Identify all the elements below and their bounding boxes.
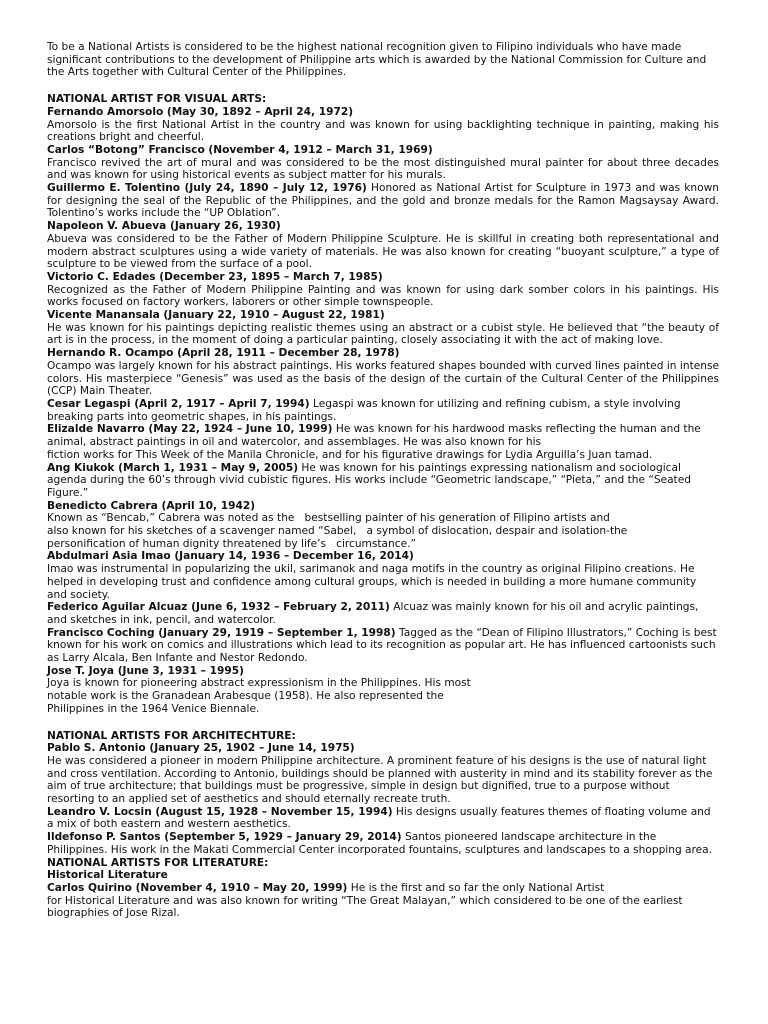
- artist-description: Recognized as the Father of Modern Philippine Painting and was known for using dark somber colors in his paintings. His works focused on factory workers, laborers or other simple townspeople.: [47, 283, 719, 309]
- artist-description: Honored as National Artist for Sculpture in 1973 and was known for designing the seal of the Republic of the Philippines, and the gold and bronze medals for the Ramon Magsaysay Award. Tolentino’s works include the “UP Oblation”.: [47, 182, 719, 220]
- artist-heading: Jose T. Joya (June 3, 1931 – 1995): [47, 664, 244, 677]
- artist-description: Alcuaz was mainly known for his oil and acrylic paintings, and sketches in ink, pencil, and watercolor.: [47, 601, 699, 626]
- artist-entry: [47, 831, 719, 856]
- artist-description-continued: Philippines in the 1964 Venice Biennale.: [47, 702, 260, 715]
- artist-heading: Napoleon V. Abueva (January 26, 1930): [47, 220, 281, 233]
- artist-entry: [47, 601, 719, 626]
- artist-heading: Benedicto Cabrera (April 10, 1942): [47, 499, 256, 512]
- intro-paragraph: To be a National Artists is considered to be the highest national recognition given to Filipino individuals who have made significant contributions to the development of Philippine arts which is awarded by the National Commission for Culture and the Arts together with Cultural Center of the Philippines.: [47, 41, 707, 79]
- artist-name: Carlos Quirino (November 4, 1910 – May 20, 1999): [47, 882, 348, 894]
- artist-description: Francisco revived the art of mural and was considered to be the most distinguished mural painter for about three decades and was known for using historical events as subject matter for his murals.: [47, 156, 719, 182]
- artist-entry: [47, 627, 719, 665]
- artist-description: He is the first and so far the only National Artist: [350, 882, 605, 894]
- artist-description: Ocampo was largely known for his abstract paintings. His works featured shapes bounded with curved lines painted in intense colors. His masterpiece “Genesis” was used as the basis of the design of the curtain of the Cultural Center of the Philippines (CCP) Main Theater.: [47, 359, 719, 398]
- artist-description-continued: notable work is the Granadean Arabesque (1958). He also represented the: [47, 690, 444, 703]
- artist-name: Cesar Legaspi (April 2, 1917 – April 7, 1994): [47, 397, 310, 410]
- artist-description: Joya is known for pioneering abstract expressionism in the Philippines. His most: [47, 677, 471, 690]
- artist-description: He was known for his hardwood masks reflecting the human and the animal, abstract paintings in oil and watercolor, and assemblages. He was also known for his: [47, 423, 701, 449]
- artist-description: Abueva was considered to be the Father of Modern Philippine Sculpture. He is skillful in creating both representational and modern abstract sculptures using a wide variety of materials. He was also known for creating “buoyant sculpture,” a type of sculpture to be viewed from the surface of a pool.: [47, 232, 719, 271]
- artist-entry: [47, 182, 719, 220]
- artist-heading: Victorio C. Edades (December 23, 1895 – March 7, 1985): [47, 270, 383, 283]
- artist-name: Guillermo E. Tolentino (July 24, 1890 – July 12, 1976): [47, 182, 367, 195]
- artist-name: Federico Aguilar Alcuaz (June 6, 1932 – February 2, 2011): [47, 601, 390, 614]
- artist-entry: [47, 423, 719, 448]
- artist-name: Ildefonso P. Santos (September 5, 1929 – January 29, 2014): [47, 831, 402, 844]
- artist-name: Ang Kiukok (March 1, 1931 – May 9, 2005): [47, 461, 299, 474]
- artist-description-continued: also known for his sketches of a scavenger named “Sabel, a symbol of dislocation, despair and isolation-the: [47, 525, 628, 538]
- artist-description: Known as “Bencab,” Cabrera was noted as the bestselling painter of his generation of Filipino artists and: [47, 512, 610, 525]
- artist-name: Francisco Coching (January 29, 1919 – September 1, 1998): [47, 626, 396, 639]
- artist-description: Santos pioneered landscape architecture in the Philippines. His work in the Makati Commercial Center incorporated fountains, sculptures and landscapes to a shopping area.: [47, 831, 713, 856]
- artist-description: Tagged as the “Dean of Filipino Illustrators,” Coching is best known for his work on comics and illustrations which lead to its recognition as popular art. He has influenced cartoonists such as Larry Alcala, Ben Infante and Nestor Redondo.: [47, 626, 717, 665]
- artist-name: Leandro V. Locsin (August 15, 1928 – November 15, 1994): [47, 805, 393, 818]
- artist-description: Amorsolo is the first National Artist in the country and was known for using backlighting technique in painting, making his creations bright and cheerful.: [47, 118, 719, 144]
- document-page: [47, 41, 719, 920]
- artist-description: He was considered a pioneer in modern Philippine architecture. A prominent feature of his designs is the use of natural light and cross ventilation. According to Antonio, buildings should be planned with austerity in mind and its stability forever as the aim of true architecture; that buildings must be progressive, simple in design but dignified, true to a purpose without resorting to an applied set of aesthetics and should eternally recreate truth.: [47, 754, 713, 806]
- artist-entry: [47, 806, 719, 831]
- artist-description-continued: fiction works for This Week of the Manila Chronicle, and for his figurative drawings for Lydia Arguilla’s Juan tamad.: [47, 448, 653, 461]
- artist-heading: Carlos “Botong” Francisco (November 4, 1912 – March 31, 1969): [47, 143, 433, 156]
- artist-description: Imao was instrumental in popularizing the ukil, sarimanok and naga motifs in the country as original Filipino creations. He helped in developing trust and confidence among cultural groups, which is needed in building a more humane community and society.: [47, 563, 697, 601]
- artist-heading: Vicente Manansala (January 22, 1910 – August 22, 1981): [47, 309, 385, 322]
- artist-description: Legaspi was known for utilizing and refining cubism, a style involving breaking parts into geometric shapes, in his paintings.: [47, 397, 681, 423]
- artist-entry: [47, 882, 719, 895]
- artist-entry: [47, 462, 719, 500]
- section-heading-visual-arts: NATIONAL ARTIST FOR VISUAL ARTS:: [47, 93, 267, 106]
- artist-description-continued: for Historical Literature and was also known for writing “The Great Malayan,” which considered to be one of the earliest biographies of Jose Rizal.: [47, 894, 683, 920]
- artist-description: His designs usually features themes of floating volume and a mix of both eastern and western aesthetics.: [47, 805, 711, 831]
- artist-description-continued: personification of human dignity threatened by life’s circumstance.”: [47, 537, 416, 550]
- artist-heading: Abdulmari Asia Imao (January 14, 1936 – December 16, 2014): [47, 550, 414, 563]
- artist-entry: [47, 398, 719, 423]
- artist-description: He was known for his paintings depicting realistic themes using an abstract or a cubist style. He believed that “the beauty of art is in the process, in the moment of doing a particular painting, closely associating it with the act of making love.: [47, 321, 719, 347]
- artist-heading: Hernando R. Ocampo (April 28, 1911 – December 28, 1978): [47, 347, 400, 360]
- artist-heading: Fernando Amorsolo (May 30, 1892 – April 24, 1972): [47, 105, 354, 118]
- section-heading-architecture: NATIONAL ARTISTS FOR ARCHITECHTURE:: [47, 729, 296, 742]
- artist-description: He was known for his paintings expressing nationalism and sociological agenda during the 60’s through vivid cubistic figures. His works include “Geometric landscape,” “Pieta,” and the “Seated Figure.”: [47, 461, 691, 499]
- artist-name: Elizalde Navarro (May 22, 1924 – June 10, 1999): [47, 423, 333, 436]
- artist-heading: Pablo S. Antonio (January 25, 1902 – June 14, 1975): [47, 742, 355, 755]
- subsection-heading: Historical Literature: [47, 869, 168, 882]
- section-heading-literature: NATIONAL ARTISTS FOR LITERATURE:: [47, 856, 269, 869]
